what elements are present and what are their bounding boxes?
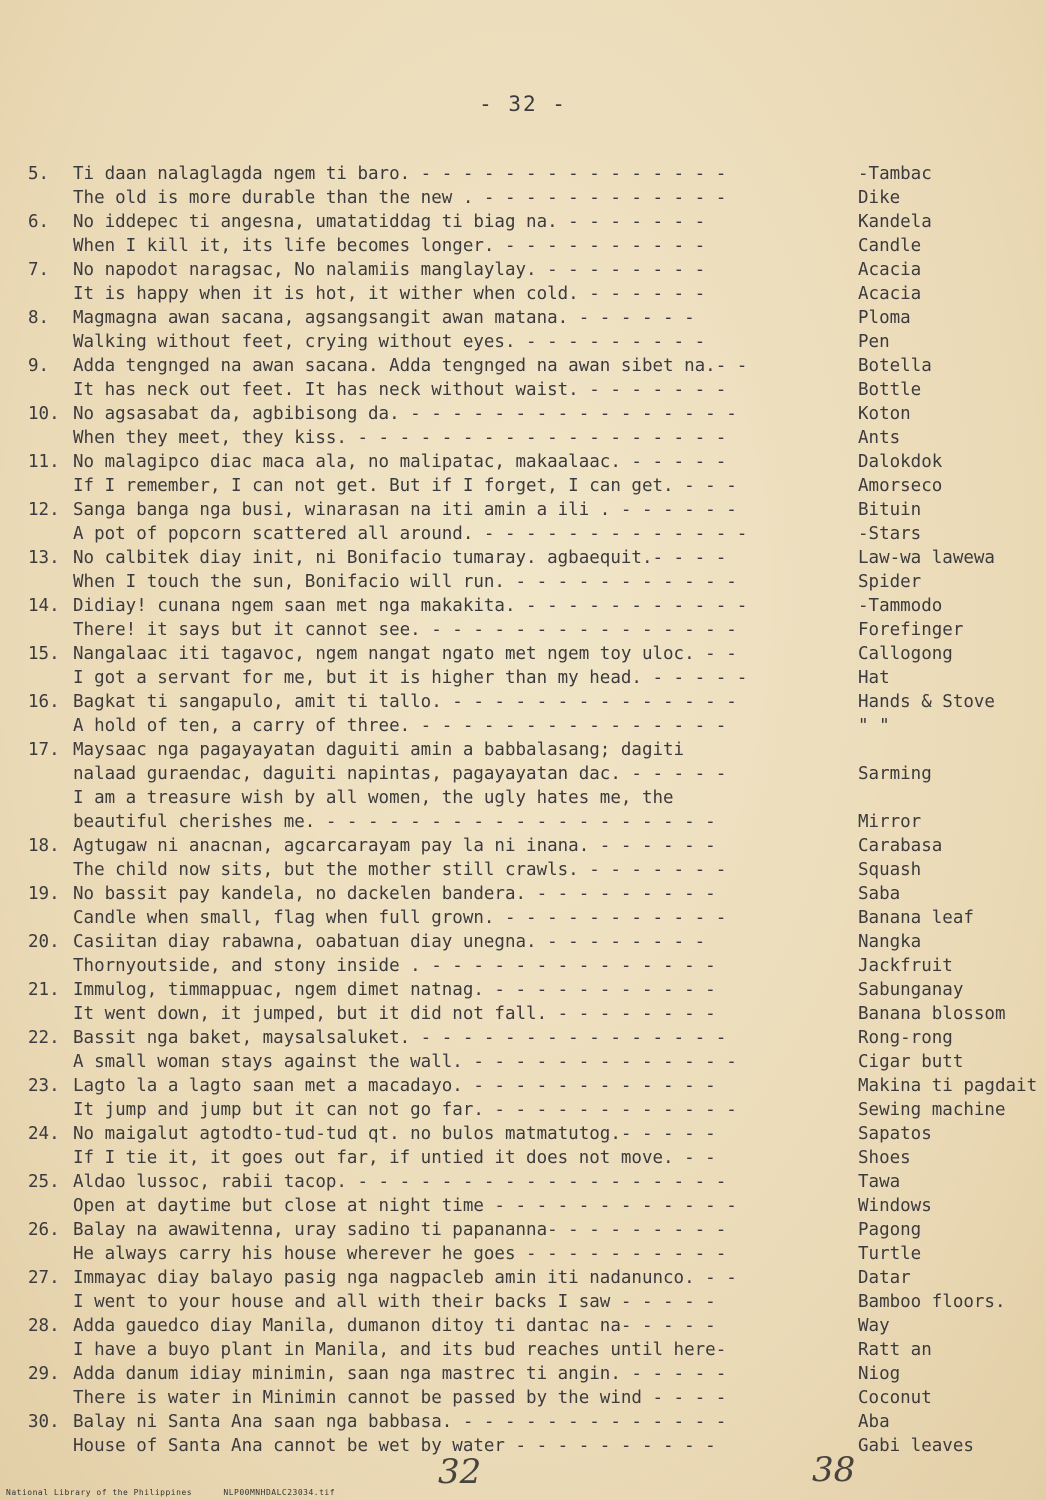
riddle-item: [28, 882, 1038, 930]
riddle-text: I went to your house and all with their backs I saw - - - - -: [73, 1292, 716, 1312]
riddle-item: [28, 1026, 1038, 1074]
riddle-line: [28, 570, 1038, 594]
riddle-line: [28, 786, 1038, 810]
riddle-answer: Acacia: [858, 284, 922, 304]
riddle-text: It jump and jump but it can not go far. - - - - - - - - - - - -: [73, 1100, 737, 1120]
page-number: - 32 -: [479, 92, 567, 116]
riddle-text: Immayac diay balayo pasig nga nagpacleb amin iti nadanunco. - -: [73, 1268, 737, 1288]
riddle-text: Bagkat ti sangapulo, amit ti tallo. - - - - - - - - - - - - - -: [73, 692, 737, 712]
riddle-text: Adda gauedco diay Manila, dumanon ditoy ti dantac na- - - - -: [73, 1316, 716, 1336]
riddle-item: [28, 1122, 1038, 1170]
riddle-number: [28, 282, 73, 306]
riddle-number: [28, 1194, 73, 1218]
riddle-line: [28, 498, 1038, 522]
riddle-number: [28, 330, 73, 354]
riddle-text: It has neck out feet. It has neck without waist. - - - - - - -: [73, 380, 727, 400]
riddle-number: [28, 858, 73, 882]
riddle-number: [28, 234, 73, 258]
riddle-answer: Tawa: [858, 1172, 901, 1192]
riddle-text: When I kill it, its life becomes longer. - - - - - - - - - -: [73, 236, 706, 256]
riddle-text: If I tie it, it goes out far, if untied it does not move. - -: [73, 1148, 716, 1168]
riddle-number: [28, 426, 73, 450]
riddle-line: [28, 666, 1038, 690]
riddle-item: [28, 1074, 1038, 1122]
riddle-answer: Saba: [858, 884, 901, 904]
riddle-text: No calbitek diay init, ni Bonifacio tumaray. agbaequit.- - - -: [73, 548, 727, 568]
riddle-line: [28, 186, 1038, 210]
riddle-line: [28, 330, 1038, 354]
riddle-number: [28, 1050, 73, 1074]
riddle-text: No napodot naragsac, No nalamiis manglaylay. - - - - - - - -: [73, 260, 706, 280]
riddle-answer: Jackfruit: [858, 956, 953, 976]
riddle-number: 28.: [28, 1316, 60, 1336]
riddle-line: [28, 1218, 1038, 1242]
riddle-number: [28, 522, 73, 546]
riddle-line: [28, 906, 1038, 930]
riddle-answer: Spider: [858, 572, 922, 592]
riddle-number: 27.: [28, 1268, 60, 1288]
riddle-answer: [858, 738, 1038, 762]
riddle-line: [28, 930, 1038, 954]
riddle-number: [28, 786, 73, 810]
riddle-text: No agsasabat da, agbibisong da. - - - - - - - - - - - - - - - -: [73, 404, 737, 424]
riddle-text: If I remember, I can not get. But if I forget, I can get. - - -: [73, 476, 737, 496]
riddle-answer: Way: [858, 1316, 890, 1336]
riddle-answer: Koton: [858, 404, 911, 424]
riddle-number: [28, 570, 73, 594]
riddle-item: [28, 546, 1038, 594]
riddle-answer: Hands & Stove: [858, 692, 995, 712]
riddle-text: beautiful cherishes me. - - - - - - - - - - - - - - - - - - -: [73, 812, 716, 832]
riddle-number: [28, 954, 73, 978]
library-name: National Library of the Philippines: [6, 1488, 193, 1497]
riddle-line: [28, 402, 1038, 426]
riddle-text: There! it says but it cannot see. - - - - - - - - - - - - - - -: [73, 620, 737, 640]
riddle-line: [28, 234, 1038, 258]
riddle-item: [28, 738, 1038, 834]
riddle-answer: Mirror: [858, 812, 922, 832]
riddle-item: [28, 354, 1038, 402]
riddle-answer: Bottle: [858, 380, 922, 400]
riddle-line: [28, 1434, 1038, 1458]
riddle-item: [28, 498, 1038, 546]
riddle-number: 9.: [28, 356, 50, 376]
riddle-text: It went down, it jumped, but it did not fall. - - - - - - - -: [73, 1004, 716, 1024]
riddle-number: 18.: [28, 836, 60, 856]
riddle-answer: Pen: [858, 332, 890, 352]
riddle-answer: Carabasa: [858, 836, 943, 856]
riddle-text: I have a buyo plant in Manila, and its bud reaches until here-: [73, 1340, 727, 1360]
riddle-text: Sanga banga nga busi, winarasan na iti amin a ili . - - - - - -: [73, 500, 737, 520]
riddle-item: [28, 1218, 1038, 1266]
riddle-line: [28, 978, 1038, 1002]
riddle-answer: Callogong: [858, 644, 953, 664]
riddle-number: [28, 618, 73, 642]
riddle-text: Adda danum idiay minimin, saan nga mastrec ti angin. - - - - -: [73, 1364, 727, 1384]
riddle-number: [28, 762, 73, 786]
riddle-item: [28, 210, 1038, 258]
riddle-answer: Makina ti pagdait: [858, 1076, 1038, 1096]
riddle-text: Maysaac nga pagayayatan daguiti amin a babbalasang; dagiti: [73, 740, 685, 760]
riddle-number: [28, 474, 73, 498]
riddle-answer: -Stars: [858, 524, 922, 544]
riddle-number: [28, 186, 73, 210]
riddle-answer: Ants: [858, 428, 901, 448]
riddle-answer: Hat: [858, 668, 890, 688]
file-name: NLP00MNHDALC23034.tif: [223, 1488, 336, 1497]
riddle-text: Didiay! cunana ngem saan met nga makakita. - - - - - - - - - - -: [73, 596, 748, 616]
riddle-line: [28, 834, 1038, 858]
riddle-item: [28, 306, 1038, 354]
riddle-number: [28, 1338, 73, 1362]
riddle-text: No iddepec ti angesna, umatatiddag ti biag na. - - - - - - -: [73, 212, 706, 232]
riddle-number: 26.: [28, 1220, 60, 1240]
riddle-line: [28, 426, 1038, 450]
riddle-number: [28, 810, 73, 834]
riddle-line: [28, 1362, 1038, 1386]
riddle-line: [28, 546, 1038, 570]
riddle-answer: Bamboo floors.: [858, 1292, 1006, 1312]
riddle-answer: Banana blossom: [858, 1004, 1006, 1024]
riddle-number: 30.: [28, 1412, 60, 1432]
riddle-text: Thornyoutside, and stony inside . - - - - - - - - - - - - - -: [73, 956, 716, 976]
riddle-line: [28, 1122, 1038, 1146]
riddle-text: Nangalaac iti tagavoc, ngem nangat ngato met ngem toy uloc. - -: [73, 644, 737, 664]
riddle-line: [28, 1314, 1038, 1338]
riddle-number: 12.: [28, 500, 60, 520]
riddle-number: 13.: [28, 548, 60, 568]
riddle-item: [28, 162, 1038, 210]
riddle-text: He always carry his house wherever he goes - - - - - - - - - -: [73, 1244, 727, 1264]
riddle-number: [28, 1146, 73, 1170]
riddle-answer: " ": [858, 716, 890, 736]
riddle-item: [28, 402, 1038, 450]
riddle-text: Magmagna awan sacana, agsangsangit awan matana. - - - - - -: [73, 308, 695, 328]
riddle-number: 10.: [28, 404, 60, 424]
riddle-line: [28, 690, 1038, 714]
riddle-answer: Botella: [858, 356, 932, 376]
riddle-answer: Ploma: [858, 308, 911, 328]
footer: [6, 1488, 361, 1497]
riddle-item: [28, 690, 1038, 738]
riddle-item: [28, 1266, 1038, 1314]
riddle-text: No maigalut agtodto-tud-tud qt. no bulos matmatutog.- - - - -: [73, 1124, 716, 1144]
riddle-number: 5.: [28, 164, 50, 184]
riddle-number: 11.: [28, 452, 60, 472]
riddle-text: Agtugaw ni anacnan, agcarcarayam pay la ni inana. - - - - - -: [73, 836, 716, 856]
riddle-text: Ti daan nalaglagda ngem ti baro. - - - - - - - - - - - - - - -: [73, 164, 727, 184]
riddle-text: No bassit pay kandela, no dackelen bandera. - - - - - - - - -: [73, 884, 716, 904]
riddle-line: [28, 210, 1038, 234]
riddle-number: 14.: [28, 596, 60, 616]
riddle-line: [28, 618, 1038, 642]
riddle-text: Casiitan diay rabawna, oabatuan diay unegna. - - - - - - - -: [73, 932, 706, 952]
riddle-line: [28, 858, 1038, 882]
riddle-line: [28, 450, 1038, 474]
riddle-line: [28, 282, 1038, 306]
riddle-text: Balay ni Santa Ana saan nga babbasa. - - - - - - - - - - - - -: [73, 1412, 727, 1432]
riddle-number: 21.: [28, 980, 60, 1000]
riddle-answer: Sewing machine: [858, 1100, 1006, 1120]
riddle-text: The old is more durable than the new . - - - - - - - - - - - -: [73, 188, 727, 208]
riddle-text: It is happy when it is hot, it wither when cold. - - - - - -: [73, 284, 706, 304]
riddle-answer: Sapatos: [858, 1124, 932, 1144]
riddle-text: A small woman stays against the wall. - - - - - - - - - - - - -: [73, 1052, 737, 1072]
riddle-text: Lagto la a lagto saan met a macadayo. - - - - - - - - - - - -: [73, 1076, 716, 1096]
riddle-item: [28, 450, 1038, 498]
riddle-number: 29.: [28, 1364, 60, 1384]
riddle-line: [28, 714, 1038, 738]
riddle-number: 20.: [28, 932, 60, 952]
riddle-number: 22.: [28, 1028, 60, 1048]
riddle-item: [28, 978, 1038, 1026]
riddle-number: [28, 1386, 73, 1410]
riddle-answer: Pagong: [858, 1220, 922, 1240]
riddle-answer: Sarming: [858, 764, 932, 784]
riddle-line: [28, 642, 1038, 666]
riddle-text: Open at daytime but close at night time - - - - - - - - - - - -: [73, 1196, 737, 1216]
riddle-line: [28, 162, 1038, 186]
riddle-answer: Ratt an: [858, 1340, 932, 1360]
riddle-text: There is water in Minimin cannot be passed by the wind - - - -: [73, 1388, 727, 1408]
riddle-answer: Dalokdok: [858, 452, 943, 472]
riddle-text: I am a treasure wish by all women, the ugly hates me, the: [73, 788, 674, 808]
riddle-text: Candle when small, flag when full grown. - - - - - - - - - - -: [73, 908, 727, 928]
riddle-answer: Candle: [858, 236, 922, 256]
riddle-answer: Rong-rong: [858, 1028, 953, 1048]
riddle-line: [28, 378, 1038, 402]
riddle-text: A pot of popcorn scattered all around. - - - - - - - - - - - - -: [73, 524, 748, 544]
riddle-line: [28, 474, 1038, 498]
riddle-line: [28, 762, 1038, 786]
riddle-number: [28, 666, 73, 690]
riddle-number: [28, 1098, 73, 1122]
riddle-text: nalaad guraendac, daguiti napintas, pagayayatan dac. - - - - -: [73, 764, 727, 784]
riddle-number: [28, 714, 73, 738]
riddle-item: [28, 1170, 1038, 1218]
riddle-answer: Bituin: [858, 500, 922, 520]
riddle-text: Bassit nga baket, maysalsaluket. - - - - - - - - - - - - - - -: [73, 1028, 727, 1048]
riddle-answer: Aba: [858, 1412, 890, 1432]
riddle-number: [28, 1434, 73, 1458]
riddle-item: [28, 834, 1038, 882]
riddle-line: [28, 1290, 1038, 1314]
riddle-number: [28, 1290, 73, 1314]
riddle-line: [28, 1410, 1038, 1434]
riddle-answer: Amorseco: [858, 476, 943, 496]
riddle-text: Balay na awawitenna, uray sadino ti papananna- - - - - - - - -: [73, 1220, 727, 1240]
riddle-answer: Acacia: [858, 260, 922, 280]
riddle-line: [28, 954, 1038, 978]
riddle-answer: Banana leaf: [858, 908, 974, 928]
riddle-line: [28, 1026, 1038, 1050]
riddle-number: 7.: [28, 260, 50, 280]
riddle-line: [28, 1050, 1038, 1074]
riddle-item: [28, 1410, 1038, 1458]
riddle-line: [28, 258, 1038, 282]
riddle-text: Walking without feet, crying without eyes. - - - - - - - - -: [73, 332, 706, 352]
riddle-line: [28, 1266, 1038, 1290]
riddle-answer: Squash: [858, 860, 922, 880]
riddle-text: The child now sits, but the mother still crawls. - - - - - - -: [73, 860, 727, 880]
riddle-line: [28, 1146, 1038, 1170]
riddle-line: [28, 1074, 1038, 1098]
riddle-text: Aldao lussoc, rabii tacop. - - - - - - - - - - - - - - - - - -: [73, 1172, 727, 1192]
riddle-answer: Datar: [858, 1268, 911, 1288]
riddle-text: When they meet, they kiss. - - - - - - - - - - - - - - - - - -: [73, 428, 727, 448]
riddle-line: [28, 1338, 1038, 1362]
riddle-line: [28, 738, 1038, 762]
riddle-line: [28, 354, 1038, 378]
riddle-answer: Shoes: [858, 1148, 911, 1168]
riddle-number: [28, 1242, 73, 1266]
riddle-answer: Niog: [858, 1364, 901, 1384]
riddle-answer: Turtle: [858, 1244, 922, 1264]
riddle-text: I got a servant for me, but it is higher than my head. - - - - -: [73, 668, 748, 688]
riddle-item: [28, 1362, 1038, 1410]
riddle-line: [28, 1002, 1038, 1026]
riddle-list: [28, 162, 1038, 1458]
riddle-text: Immulog, timmappuac, ngem dimet natnag. - - - - - - - - - - -: [73, 980, 716, 1000]
riddle-item: [28, 1314, 1038, 1362]
riddle-number: 8.: [28, 308, 50, 328]
riddle-answer: Cigar butt: [858, 1052, 964, 1072]
riddle-text: A hold of ten, a carry of three. - - - - - - - - - - - - - - -: [73, 716, 727, 736]
riddle-number: 16.: [28, 692, 60, 712]
handwritten-folio-number: 38: [812, 1450, 856, 1490]
riddle-number: 23.: [28, 1076, 60, 1096]
riddle-line: [28, 810, 1038, 834]
riddle-text: When I touch the sun, Bonifacio will run. - - - - - - - - - - -: [73, 572, 737, 592]
riddle-text: House of Santa Ana cannot be wet by water - - - - - - - - - -: [73, 1436, 716, 1456]
riddle-line: [28, 1386, 1038, 1410]
riddle-answer: Nangka: [858, 932, 922, 952]
riddle-number: 19.: [28, 884, 60, 904]
riddle-answer: -Tammodo: [858, 596, 943, 616]
riddle-number: 15.: [28, 644, 60, 664]
riddle-number: 25.: [28, 1172, 60, 1192]
handwritten-page-number: 32: [438, 1452, 482, 1492]
riddle-answer: Gabi leaves: [858, 1436, 974, 1456]
riddle-item: [28, 594, 1038, 642]
riddle-number: 17.: [28, 740, 60, 760]
riddle-number: [28, 378, 73, 402]
riddle-answer: Forefinger: [858, 620, 964, 640]
riddle-answer: Law-wa lawewa: [858, 548, 995, 568]
riddle-line: [28, 522, 1038, 546]
riddle-answer: Kandela: [858, 212, 932, 232]
riddle-line: [28, 1098, 1038, 1122]
riddle-answer: Sabunganay: [858, 980, 964, 1000]
riddle-number: [28, 1002, 73, 1026]
riddle-text: Adda tengnged na awan sacana. Adda tengnged na awan sibet na.- -: [73, 356, 748, 376]
riddle-answer: -Tambac: [858, 164, 932, 184]
riddle-line: [28, 1194, 1038, 1218]
riddle-number: 6.: [28, 212, 50, 232]
riddle-number: 24.: [28, 1124, 60, 1144]
riddle-answer: Windows: [858, 1196, 932, 1216]
riddle-line: [28, 1242, 1038, 1266]
riddle-line: [28, 882, 1038, 906]
riddle-answer: Coconut: [858, 1388, 932, 1408]
riddle-item: [28, 930, 1038, 978]
riddle-item: [28, 258, 1038, 306]
riddle-line: [28, 594, 1038, 618]
riddle-line: [28, 306, 1038, 330]
riddle-text: No malagipco diac maca ala, no malipatac, makaalaac. - - - - -: [73, 452, 727, 472]
riddle-line: [28, 1170, 1038, 1194]
riddle-answer: Dike: [858, 188, 901, 208]
riddle-item: [28, 642, 1038, 690]
riddle-number: [28, 906, 73, 930]
riddle-answer: [858, 786, 1038, 810]
